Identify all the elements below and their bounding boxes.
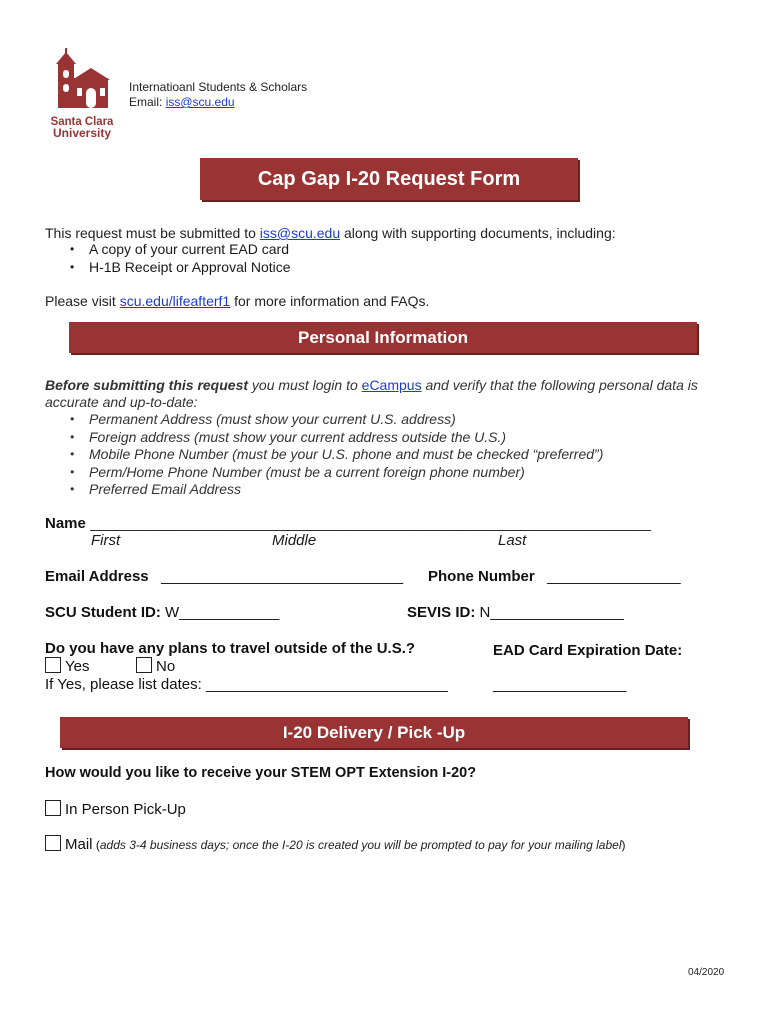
mail-checkbox[interactable] xyxy=(45,835,61,851)
ecampus-link[interactable]: eCampus xyxy=(361,377,422,393)
list-item: • Perm/Home Phone Number (must be a current foreign phone number) xyxy=(45,464,745,482)
travel-dates-field[interactable]: _____________________________ xyxy=(205,676,448,693)
intro-email-link[interactable]: iss@scu.edu xyxy=(259,225,341,241)
list-item: • H-1B Receipt or Approval Notice xyxy=(45,259,745,277)
form-title: Cap Gap I-20 Request Form xyxy=(200,158,578,200)
sevis-id-field[interactable]: N________________ xyxy=(475,604,624,621)
email-label: Email Address xyxy=(45,568,149,585)
student-id-label: SCU Student ID: xyxy=(45,604,161,621)
revision-date: 04/2020 xyxy=(688,967,725,978)
list-item: • A copy of your current EAD card xyxy=(45,241,745,259)
header-email-line: Email: iss@scu.edu xyxy=(129,95,235,109)
list-item: • Preferred Email Address xyxy=(45,481,745,499)
name-label: Name xyxy=(45,515,86,532)
name-middle-caption: Middle xyxy=(272,532,317,549)
in-person-checkbox[interactable] xyxy=(45,800,61,816)
name-field[interactable]: ________________________________________________________________________ xyxy=(90,515,651,531)
email-field[interactable]: _____________________________ xyxy=(161,568,404,585)
sevis-id-label: SEVIS ID: xyxy=(407,604,476,621)
list-item: • Foreign address (must show your current address outside the U.S.) xyxy=(45,429,745,447)
university-logo: Santa Clara University xyxy=(46,48,118,138)
ead-expiration-field[interactable]: ________________ xyxy=(493,676,627,693)
yes-label: Yes xyxy=(65,658,90,675)
ead-expiration-label: EAD Card Expiration Date: xyxy=(493,642,683,659)
header-email-link[interactable]: iss@scu.edu xyxy=(165,95,235,109)
visit-text: Please visit scu.edu/lifeafterf1 for more information and FAQs. xyxy=(45,293,430,309)
no-label: No xyxy=(156,658,176,675)
list-item: • Permanent Address (must show your current U.S. address) xyxy=(45,411,745,429)
delivery-question: How would you like to receive your STEM OPT Extension I-20? xyxy=(45,765,477,781)
name-last-caption: Last xyxy=(498,532,527,549)
no-checkbox[interactable] xyxy=(136,657,152,673)
office-name: Internatioanl Students & Scholars xyxy=(129,80,308,94)
mission-church-icon xyxy=(46,48,118,110)
in-person-label: In Person Pick-Up xyxy=(65,801,186,818)
phone-field[interactable]: ________________ xyxy=(547,568,681,585)
ecampus-note: Before submitting this request you must login to eCampus and verify that the following personal data is accurate and up-to-date: xyxy=(45,377,698,410)
required-documents-list xyxy=(45,241,745,276)
phone-label: Phone Number xyxy=(428,568,535,585)
section-personal-information: Personal Information xyxy=(69,322,697,353)
intro-text: This request must be submitted to iss@scu.edu along with supporting documents, including: xyxy=(45,225,616,241)
faq-link[interactable]: scu.edu/lifeafterf1 xyxy=(119,293,231,309)
yes-checkbox[interactable] xyxy=(45,657,61,673)
travel-question: Do you have any plans to travel outside of the U.S.? xyxy=(45,640,416,657)
personal-data-list xyxy=(45,411,745,499)
mail-note: adds 3-4 business days; once the I-20 is created you will be prompted to pay for your mailing label xyxy=(99,838,622,852)
list-item: • Mobile Phone Number (must be your U.S. phone and must be checked “preferred”) xyxy=(45,446,745,464)
student-id-field[interactable]: W____________ xyxy=(160,604,280,621)
mail-label: Mail xyxy=(65,836,93,853)
section-i20-delivery: I-20 Delivery / Pick -Up xyxy=(60,717,688,748)
travel-dates-label: If Yes, please list dates: xyxy=(45,676,206,693)
name-first-caption: First xyxy=(91,532,121,549)
